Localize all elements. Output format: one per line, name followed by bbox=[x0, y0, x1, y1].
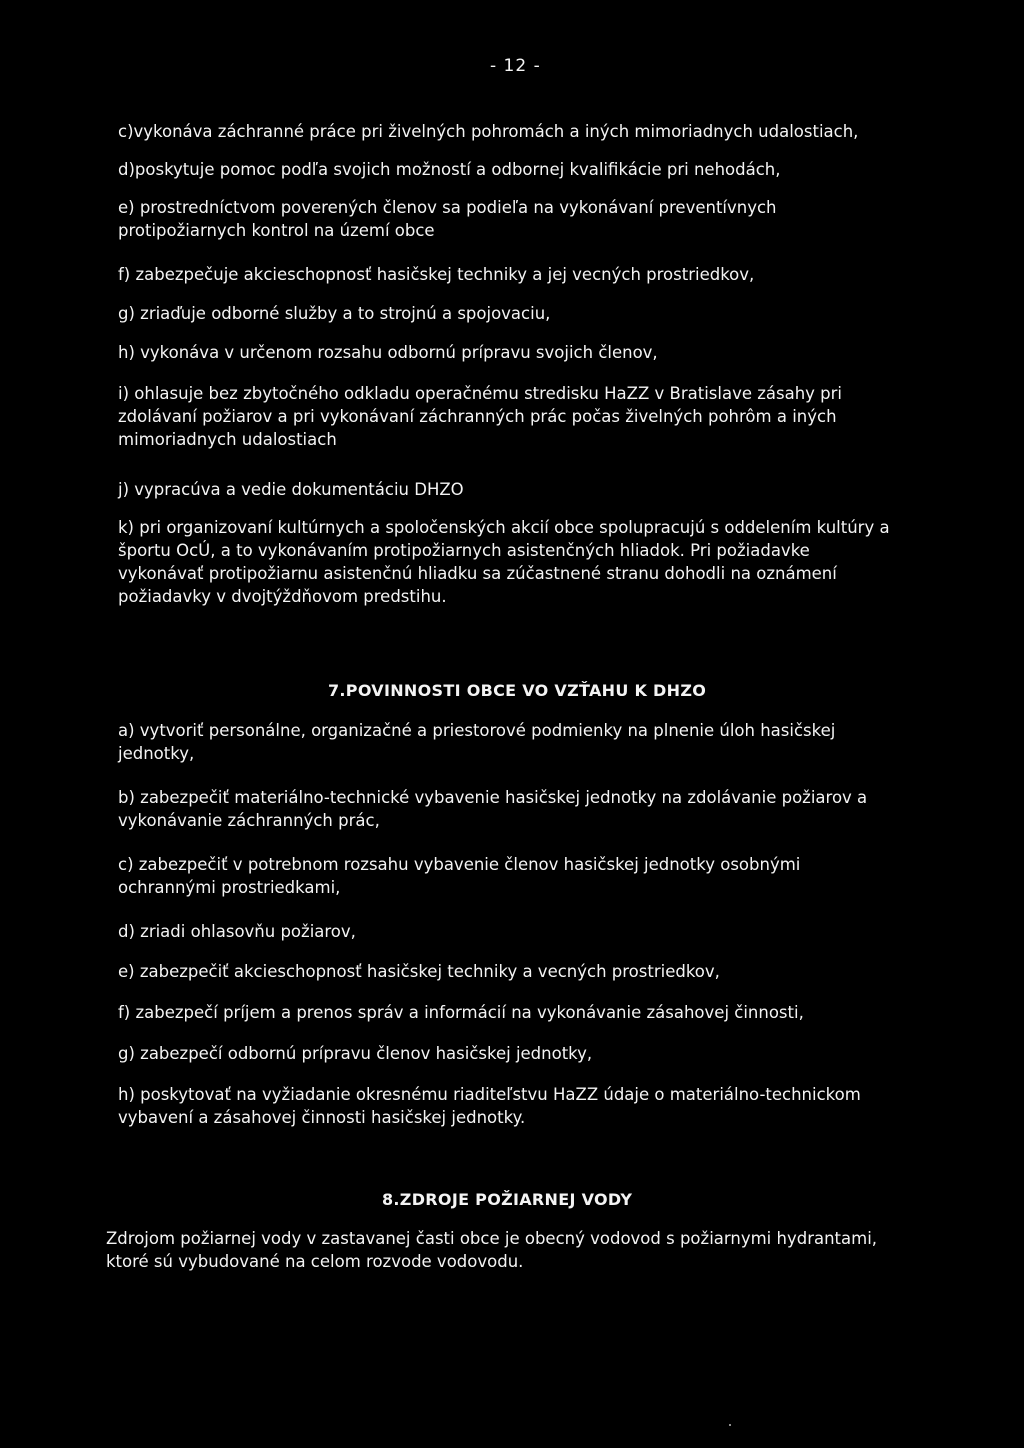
list-item: d) zriadi ohlasovňu požiarov, bbox=[118, 922, 356, 941]
list-item: f) zabezpečí príjem a prenos správ a informácií na vykonávanie zásahovej činnosti, bbox=[118, 1003, 804, 1022]
list-item: h) poskytovať na vyžiadanie okresnému riaditeľstvu HaZZ údaje o materiálno-technickom vybavení a zásahovej činnosti hasičskej jednotky. bbox=[118, 1085, 861, 1127]
section-heading: 7.POVINNOSTI OBCE VO VZŤAHU K DHZO bbox=[328, 681, 707, 700]
list-item: j) vypracúva a vedie dokumentáciu DHZO bbox=[118, 480, 464, 499]
page-number: - 12 - bbox=[490, 56, 541, 76]
list-item: a) vytvoriť personálne, organizačné a priestorové podmienky na plnenie úloh hasičskej jednotky, bbox=[118, 721, 836, 763]
list-item: k) pri organizovaní kultúrnych a spoločenských akcií obce spolupracujú s oddelením kultúry a športu OcÚ, a to vykonávaním protipožiarnych asistenčných hliadok. Pri požiadavke vykonávať protipožiarnu asistenčnú hliadku sa zúčastnené stranu dohodli na oznámení požiadavky v dvojtýždňovom predstihu. bbox=[118, 518, 890, 606]
paragraph: Zdrojom požiarnej vody v zastavanej časti obce je obecný vodovod s požiarnymi hydrantami, ktoré sú vybudované na celom rozvode vodovodu. bbox=[106, 1229, 878, 1271]
list-item: f) zabezpečuje akcieschopnosť hasičskej techniky a jej vecných prostriedkov, bbox=[118, 265, 755, 284]
list-item: i) ohlasuje bez zbytočného odkladu operačnému stredisku HaZZ v Bratislave zásahy pri zdolávaní požiarov a pri vykonávaní záchranných prác počas živelných pohrôm a iných mimoriadnych udalostiach bbox=[118, 384, 843, 449]
list-item: b) zabezpečiť materiálno-technické vybavenie hasičskej jednotky na zdolávanie požiarov a vykonávanie záchranných prác, bbox=[118, 788, 868, 830]
list-item: g) zabezpečí odbornú prípravu členov hasičskej jednotky, bbox=[118, 1044, 593, 1063]
list-item: c)vykonáva záchranné práce pri živelných pohromách a iných mimoriadnych udalostiach, bbox=[118, 122, 859, 141]
list-item: g) zriaďuje odborné služby a to strojnú a spojovaciu, bbox=[118, 304, 551, 323]
list-item: h) vykonáva v určenom rozsahu odbornú prípravu svojich členov, bbox=[118, 343, 658, 362]
list-item: d)poskytuje pomoc podľa svojich možností a odbornej kvalifikácie pri nehodách, bbox=[118, 160, 781, 179]
list-item: e) zabezpečiť akcieschopnosť hasičskej techniky a vecných prostriedkov, bbox=[118, 962, 720, 981]
list-item: e) prostredníctvom poverených členov sa podieľa na vykonávaní preventívnych protipožiarnych kontrol na území obce bbox=[118, 198, 777, 240]
scan-speck bbox=[729, 1424, 731, 1426]
list-item: c) zabezpečiť v potrebnom rozsahu vybavenie členov hasičskej jednotky osobnými ochrannými prostriedkami, bbox=[118, 855, 801, 897]
section-heading: 8.ZDROJE POŽIARNEJ VODY bbox=[382, 1190, 633, 1209]
